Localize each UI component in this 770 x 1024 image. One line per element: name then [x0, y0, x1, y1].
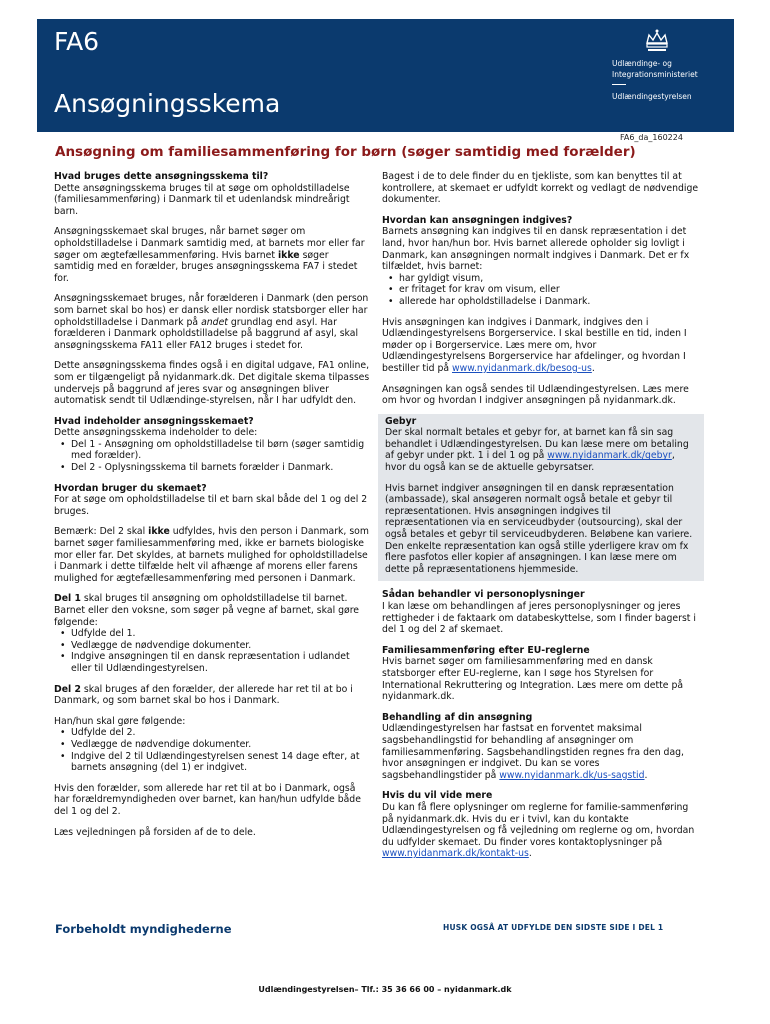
text: skal bruges af den forælder, der allerede har ret til at bo i Danmark, og som barnet skal bo hos i Danmark.	[54, 683, 353, 707]
text: Dette ansøgningsskema indeholder to dele:	[54, 427, 258, 439]
list-item: • allerede har opholdstilladelse i Danmark.	[382, 296, 700, 308]
text: Ansøgningsskemaet bruges, når forælderen i Danmark (den person som barnet skal bo hos) er dansk eller nordisk statsborger eller har opholdstilladelse i Danmark på	[54, 293, 369, 328]
heading-vide-mere: Hvis du vil vide mere	[382, 790, 493, 802]
form-code: FA6_da_160224	[620, 133, 683, 142]
logo-ministry-line2: Integrationsministeriet	[612, 70, 698, 79]
paragraph: Læs vejledningen på forsiden af de to dele.	[54, 826, 256, 838]
list	[54, 439, 370, 474]
paragraph: Bagest i de to dele finder du en tjekliste, som kan benyttes til at kontrollere, at skemaet er udfyldt korrekt og vedlagt de nødvendige dokumenter.	[382, 171, 699, 206]
list-item: • Vedlægge de nødvendige dokumenter.	[54, 739, 370, 751]
paragraph	[54, 684, 370, 707]
link-gebyr[interactable]: www.nyidanmark.dk/gebyr	[547, 450, 672, 462]
page-footer: Udlændingestyrelsen– Tlf.: 35 36 66 00 – nyidanmark.dk	[258, 985, 512, 994]
crown-icon	[644, 29, 670, 53]
reserved-for-authorities: Forbeholdt myndighederne	[55, 922, 232, 936]
logo-ministry-line1: Udlændinge- og	[612, 59, 672, 68]
paragraph: I kan læse om behandlingen af jeres personoplysninger og jeres rettigheder i de faktaark om databeskyttelse, som I finder bagerst i del 1 og del 2 af skemaet.	[382, 601, 696, 636]
text: .	[528, 848, 532, 860]
header-title: Ansøgningsskema	[54, 89, 281, 118]
text: Barnets ansøgning kan indgives til en dansk repræsentation i det land, hvor han/hun bor. Hvis barnet allerede opholder sig lovligt i Danmark, kan ansøgningen normalt indgives i Danmark. Det er fx tilfældet, hvis barnet:	[382, 226, 690, 273]
list	[54, 628, 370, 674]
text: Han/hun skal gøre følgende:	[54, 715, 186, 727]
paragraph	[54, 226, 370, 284]
paragraph	[382, 802, 700, 860]
paragraph	[385, 427, 697, 473]
emphasis: andet	[201, 316, 228, 328]
page-title: Ansøgning om familiesammenføring for børn (søger samtidig med forælder)	[55, 144, 636, 160]
text: udfyldes, hvis den person i Danmark, som barnet søger familiesammenføring med, ikke er barnets biologiske mor eller far. Det skyldes, at barnets mulighed for opholdstilladelse i Danmark i dette tilfælde helt vil afhænge af morens eller farens mulighed for ægtefællesammenføring med personen i Danmark.	[54, 526, 369, 584]
paragraph	[54, 526, 370, 584]
emphasis: ikke	[148, 526, 170, 538]
text: Hvis ansøgningen kan indgives i Danmark, indgives den i Udlændingestyrelsens Borgerservice. I skal bestille en tid, inden I møder op i Borgerservice. Læs mere om, hvor Udlændingestyrelsens Borgerservice har afdelinger, og hvordan I bestiller tid på	[382, 316, 687, 374]
paragraph: Hvis den forælder, som allerede har ret til at bo i Danmark, også har forældremyndigheden over barnet, kan han/hun udfylde både del 1 og del 2.	[54, 782, 361, 817]
heading-eu-regler: Familiesammenføring efter EU-reglerne	[382, 644, 590, 656]
list-item: • Del 2 - Oplysningsskema til barnets forælder i Danmark.	[54, 462, 370, 474]
paragraph	[54, 293, 370, 351]
list-item: • Indgive ansøgningen til en dansk repræsentation i udlandet eller til Udlændingestyrelsen.	[54, 651, 370, 674]
text: Bemærk: Del 2 skal	[54, 526, 149, 538]
heading-indgives: Hvordan kan ansøgningen indgives?	[382, 214, 573, 226]
page-header	[37, 19, 734, 132]
paragraph: Dette ansøgningsskema findes også i en digital udgave, FA1 online, som er tilgængeligt på nyidanmark.dk. Det digitale skema tilpasses undervejs på baggrund af jeres svar og ansøgningen bliver automatisk sendt til Udlændinge-styrelsen, når I har udfyldt den.	[54, 360, 370, 407]
paragraph	[382, 317, 700, 375]
logo-agency: Udlændingestyrelsen	[612, 92, 692, 101]
text: .	[644, 769, 648, 781]
heading-hvad-bruges: Hvad bruges dette ansøgningsskema til?	[54, 171, 269, 182]
list-item: • Udfylde del 1.	[54, 628, 370, 640]
gebyr-box	[378, 414, 704, 582]
right-column	[382, 171, 700, 869]
paragraph: Ansøgningen kan også sendes til Udlændingestyrelsen. Læs mere om hvor og hvordan I indgiver ansøgningen på nyidanmark.dk.	[382, 383, 689, 407]
list-item: • Del 1 - Ansøgning om opholdstilladelse til børn (søger samtidig med forælder).	[54, 439, 370, 462]
list-item: • har gyldigt visum,	[382, 273, 700, 285]
form-code-large: FA6	[54, 27, 100, 56]
text: , hvor du også kan se de aktuelle gebyrsatser.	[385, 450, 675, 474]
text: Der skal normalt betales et gebyr for, at barnet kan få sin sag behandlet i Udlændingestyrelsen. Du kan læse mere om betaling af gebyr under pkt. 1 i del 1 og på	[385, 427, 689, 462]
list-item: • Vedlægge de nødvendige dokumenter.	[54, 640, 370, 652]
paragraph	[54, 593, 370, 628]
link-us-sagstid[interactable]: www.nyidanmark.dk/us-sagstid	[499, 769, 645, 781]
heading-indeholder: Hvad indeholder ansøgningsskemaet?	[54, 415, 254, 427]
paragraph: Dette ansøgningsskema bruges til at søge om opholdstilladelse (familiesammenføring) i Danmark til et udenlandsk mindreårigt barn.	[54, 182, 350, 217]
paragraph: Hvis barnet søger om familiesammenføring med en dansk statsborger efter EU-reglerne, kan I søge hos Styrelsen for International Rekruttering og Integration. Læs mere om dette på nyidanmark.dk.	[382, 656, 684, 703]
paragraph	[382, 723, 700, 781]
text: Du kan få flere oplysninger om reglerne for familie-sammenføring på nyidanmark.dk. Hvis du er i tvivl, kan du kontakte Udlændingestyrelsen og få vejledning om reglerne og om, hvordan du udfylder skemaet. Du finder vores kontaktoplysninger på	[382, 801, 695, 848]
reminder-note: HUSK OGSÅ AT UDFYLDE DEN SIDSTE SIDE I DEL 1	[443, 923, 664, 932]
text: Ansøgningsskemaet skal bruges, når barnet søger om opholdstilladelse i Danmark samtidig med, at barnets mor eller far søger om ægtefællesammenføring. Hvis barnet	[54, 226, 365, 261]
heading-gebyr: Gebyr	[385, 415, 417, 427]
list-item: • er fritaget for krav om visum, eller	[382, 284, 700, 296]
list-item: • Indgive del 2 til Udlændingestyrelsen senest 14 dage efter, at barnets ansøgning (del 1) er indgivet.	[54, 751, 370, 774]
paragraph: Hvis barnet indgiver ansøgningen til en dansk repræsentation (ambassade), skal ansøgeren normalt også betale et gebyr til repræsentationen. Hvis ansøgningen indgives til repræsentationen via en serviceudbyder (outsourcing), skal der også betales et gebyr til serviceudbyderen. Beløbene kan variere. Den enkelte repræsentation kan også stille yderligere krav om fx flere pasfotos eller kopier af ansøgningen. I kan læse mere om dette på repræsentationens hjemmeside.	[385, 482, 693, 575]
logo-divider	[612, 84, 626, 85]
text: .	[591, 362, 595, 374]
paragraph: For at søge om opholdstilladelse til et barn skal både del 1 og del 2 bruges.	[54, 494, 368, 517]
link-besog-us[interactable]: www.nyidanmark.dk/besog-us	[452, 362, 592, 374]
text: Udlændingestyrelsen har fastsat en forventet maksimal sagsbehandlingstid for behandling af ansøgninger om familiesammenføring. Sagsbehandlingstiden regnes fra den dag, hvor ansøgningen er indgivet. Du kan se vores sagsbehandlingstider på	[382, 723, 684, 781]
link-kontakt-us[interactable]: www.nyidanmark.dk/kontakt-us	[382, 848, 529, 860]
list	[54, 727, 370, 773]
emphasis: Del 1	[54, 593, 81, 605]
text: søger samtidig med en forælder, bruges ansøgningsskema FA7 i stedet for.	[54, 249, 358, 284]
list-item: • Udfylde del 2.	[54, 727, 370, 739]
left-column	[54, 171, 370, 847]
heading-personoplysninger: Sådan behandler vi personoplysninger	[382, 589, 585, 601]
heading-behandling: Behandling af din ansøgning	[382, 711, 533, 723]
text: skal bruges til ansøgning om opholdstilladelse til barnet. Barnet eller den voksne, som søger på vegne af barnet, skal gøre følgende:	[54, 593, 360, 628]
list	[382, 273, 700, 308]
heading-hvordan-bruger: Hvordan bruger du skemaet?	[54, 482, 207, 494]
text: grundlag end asyl. Har forælderen i Danmark opholdstilladelse på baggrund af asyl, skal ansøgningsskema FA11 eller FA12 bruges i stedet for.	[54, 316, 359, 351]
emphasis: ikke	[278, 249, 300, 261]
emphasis: Del 2	[54, 683, 81, 695]
